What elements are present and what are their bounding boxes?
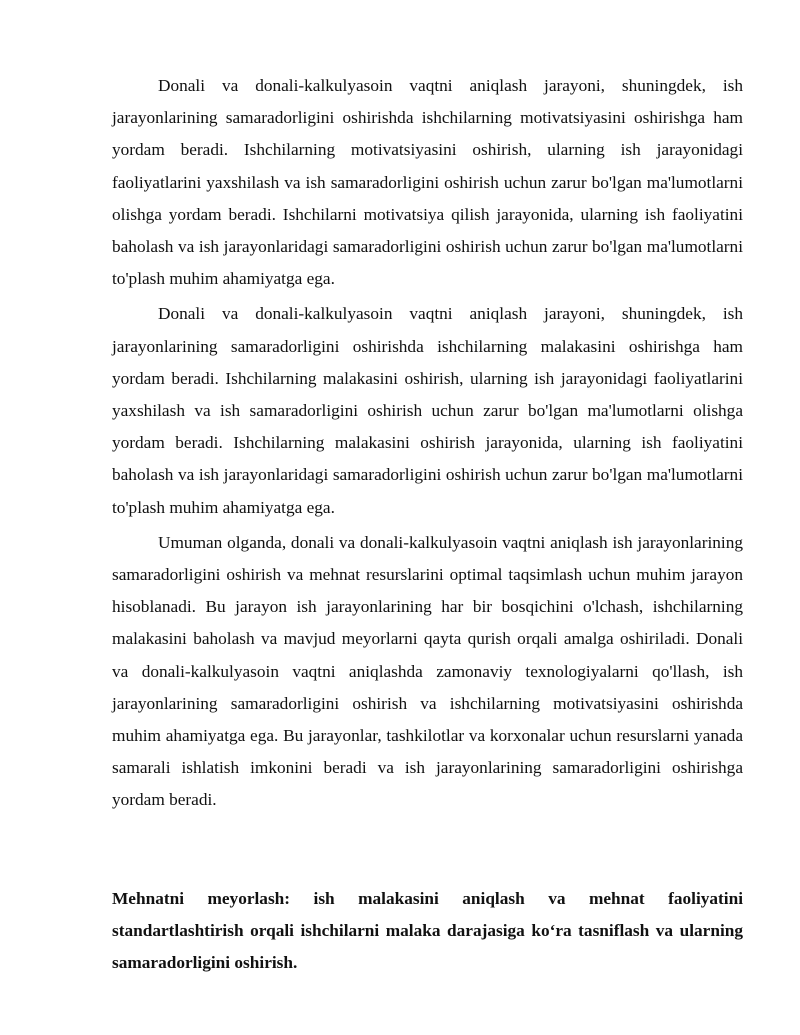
paragraph-motivation: Donali va donali-kalkulyasoin vaqtni aniqlash jarayoni, shuningdek, ish jarayonlarining samaradorligini oshirishda ishchilarning motivatsiyasini oshirishga ham yordam beradi. Ishchilarning motivatsiyasini oshirish, ularning ish jarayonidagi faoliyatlarini yaxshilash va ish samaradorligini oshirish uchun zarur bo'lgan ma'lumotlarni olishga yordam beradi. Ishchilarni motivatsiya qilish jarayonida, ularning ish faoliyatini baholash va ish jarayonlaridagi samaradorligini oshirish uchun zarur bo'lgan ma'lumotlarni to'plash muhim ahamiyatga ega. xyxy=(112,76,743,289)
section-heading: Mehnatni meyorlash: ish malakasini aniqlash va mehnat faoliyatini standartlashtirish orqali ishchilarni malaka darajasiga ko‘ra tasniflash va ularning samaradorligini oshirish. xyxy=(112,888,743,973)
paragraph-qualification: Donali va donali-kalkulyasoin vaqtni aniqlash jarayoni, shuningdek, ish jarayonlarining samaradorligini oshirishda ishchilarning malakasini oshirishga ham yordam beradi. Ishchilarning malakasini oshirish, ularning ish jarayonidagi faoliyatlarini yaxshilash va ish samaradorligini oshirish uchun zarur bo'lgan ma'lumotlarni olishga yordam beradi. Ishchilarning malakasini oshirish jarayonida, ularning ish faoliyatini baholash va ish jarayonlaridagi samaradorligini oshirish uchun zarur bo'lgan ma'lumotlarni to'plash muhim ahamiyatga ega. xyxy=(112,304,743,517)
paragraph-conclusion: Umuman olganda, donali va donali-kalkulyasoin vaqtni aniqlash ish jarayonlarining samaradorligini oshirish va mehnat resurslarini optimal taqsimlash uchun muhim jarayon hisoblanadi. Bu jarayon ish jarayonlarining har bir bosqichini o'lchash, ishchilarning malakasini baholash va mavjud meyorlarni qayta qurish orqali amalga oshiriladi. Donali va donali-kalkulyasoin vaqtni aniqlashda zamonaviy texnologiyalarni qo'llash, ish jarayonlarining samaradorligini oshirish va ishchilarning motivatsiyasini oshirishda muhim ahamiyatga ega. Bu jarayonlar, tashkilotlar va korxonalar uchun resurslarni yanada samarali ishlatish imkonini beradi va ish jarayonlarining samaradorligini oshirishga yordam beradi. xyxy=(112,532,743,810)
document-page xyxy=(112,70,743,979)
